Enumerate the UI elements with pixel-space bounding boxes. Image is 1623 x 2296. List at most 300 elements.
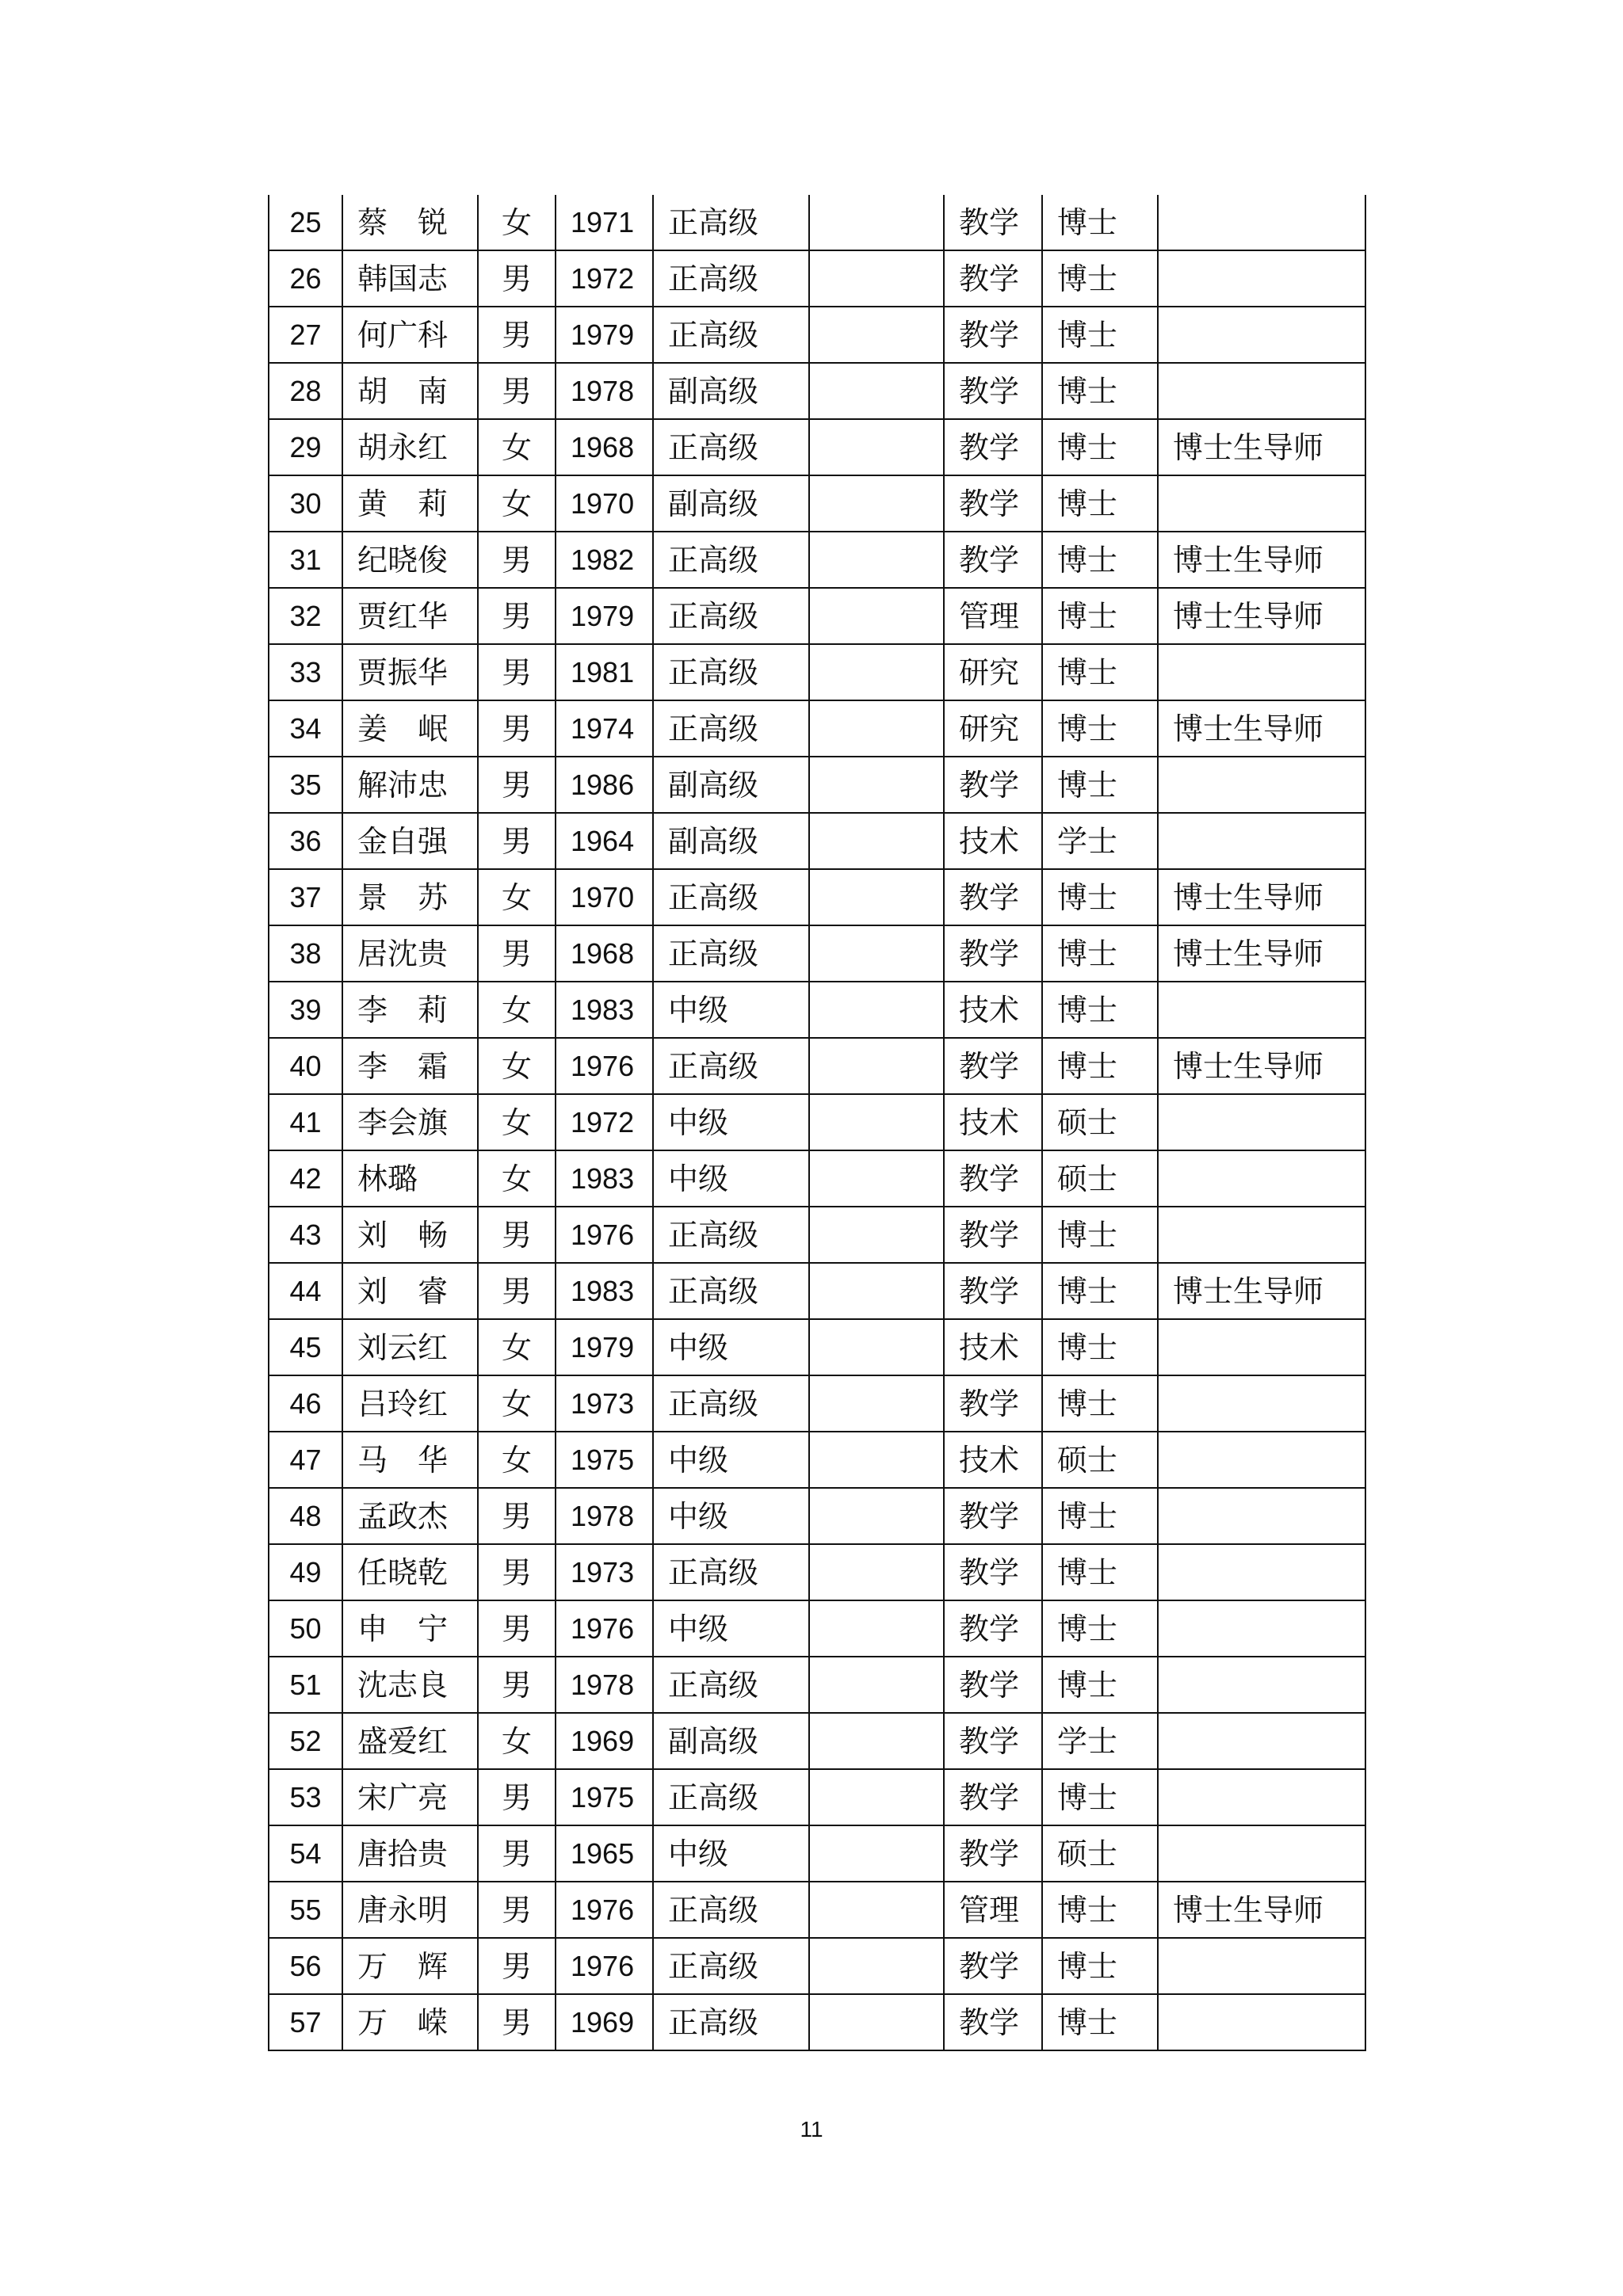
row-number-cell: 38	[269, 925, 342, 982]
row-number-cell: 49	[269, 1544, 342, 1600]
degree-cell: 博士	[1042, 1207, 1158, 1263]
post-type-cell: 教学	[944, 307, 1042, 363]
post-type-cell: 研究	[944, 644, 1042, 700]
post-type-cell: 教学	[944, 1488, 1042, 1544]
degree-cell: 博士	[1042, 1769, 1158, 1825]
title-level-cell: 副高级	[653, 1713, 809, 1769]
gender-cell: 女	[478, 475, 556, 532]
title-level-cell: 正高级	[653, 1207, 809, 1263]
empty-cell	[809, 1263, 944, 1319]
birth-year-cell: 1976	[556, 1882, 653, 1938]
gender-cell: 男	[478, 363, 556, 419]
post-type-cell: 技术	[944, 1319, 1042, 1375]
table-row	[269, 644, 1365, 700]
title-level-cell: 中级	[653, 1825, 809, 1882]
table-row	[269, 1375, 1365, 1432]
table-row	[269, 757, 1365, 813]
table-row	[269, 363, 1365, 419]
name-cell: 刘 睿	[342, 1263, 478, 1319]
title-level-cell: 正高级	[653, 1882, 809, 1938]
degree-cell: 博士	[1042, 363, 1158, 419]
row-number-cell: 48	[269, 1488, 342, 1544]
supervisor-cell	[1158, 1657, 1365, 1713]
degree-cell: 博士	[1042, 1038, 1158, 1094]
post-type-cell: 教学	[944, 1150, 1042, 1207]
gender-cell: 男	[478, 700, 556, 757]
birth-year-cell: 1986	[556, 757, 653, 813]
birth-year-cell: 1968	[556, 419, 653, 475]
table-row	[269, 1657, 1365, 1713]
birth-year-cell: 1969	[556, 1713, 653, 1769]
degree-cell: 博士	[1042, 1994, 1158, 2050]
title-level-cell: 中级	[653, 1432, 809, 1488]
gender-cell: 男	[478, 1544, 556, 1600]
degree-cell: 博士	[1042, 475, 1158, 532]
table-row	[269, 1769, 1365, 1825]
title-level-cell: 中级	[653, 1094, 809, 1150]
title-level-cell: 正高级	[653, 925, 809, 982]
post-type-cell: 技术	[944, 982, 1042, 1038]
row-number-cell: 46	[269, 1375, 342, 1432]
title-level-cell: 正高级	[653, 1263, 809, 1319]
degree-cell: 博士	[1042, 1544, 1158, 1600]
name-cell: 韩国志	[342, 250, 478, 307]
birth-year-cell: 1972	[556, 1094, 653, 1150]
row-number-cell: 39	[269, 982, 342, 1038]
gender-cell: 男	[478, 250, 556, 307]
degree-cell: 博士	[1042, 307, 1158, 363]
name-cell: 林璐	[342, 1150, 478, 1207]
name-cell: 马 华	[342, 1432, 478, 1488]
supervisor-cell: 博士生导师	[1158, 1263, 1365, 1319]
table-row	[269, 982, 1365, 1038]
name-cell: 唐永明	[342, 1882, 478, 1938]
birth-year-cell: 1976	[556, 1600, 653, 1657]
birth-year-cell: 1970	[556, 869, 653, 925]
name-cell: 贾红华	[342, 588, 478, 644]
gender-cell: 男	[478, 925, 556, 982]
title-level-cell: 中级	[653, 982, 809, 1038]
table-row	[269, 532, 1365, 588]
supervisor-cell	[1158, 1825, 1365, 1882]
empty-cell	[809, 475, 944, 532]
birth-year-cell: 1978	[556, 1488, 653, 1544]
post-type-cell: 教学	[944, 250, 1042, 307]
post-type-cell: 教学	[944, 1713, 1042, 1769]
table-row	[269, 1207, 1365, 1263]
row-number-cell: 35	[269, 757, 342, 813]
degree-cell: 博士	[1042, 925, 1158, 982]
name-cell: 金自强	[342, 813, 478, 869]
gender-cell: 女	[478, 1375, 556, 1432]
post-type-cell: 教学	[944, 1769, 1042, 1825]
staff-table-body	[269, 195, 1365, 2050]
degree-cell: 学士	[1042, 1713, 1158, 1769]
post-type-cell: 教学	[944, 757, 1042, 813]
row-number-cell: 47	[269, 1432, 342, 1488]
table-row	[269, 1713, 1365, 1769]
post-type-cell: 技术	[944, 813, 1042, 869]
gender-cell: 男	[478, 532, 556, 588]
gender-cell: 女	[478, 195, 556, 250]
empty-cell	[809, 532, 944, 588]
gender-cell: 女	[478, 1713, 556, 1769]
supervisor-cell	[1158, 644, 1365, 700]
gender-cell: 男	[478, 1882, 556, 1938]
degree-cell: 博士	[1042, 1375, 1158, 1432]
row-number-cell: 55	[269, 1882, 342, 1938]
birth-year-cell: 1974	[556, 700, 653, 757]
gender-cell: 男	[478, 1938, 556, 1994]
supervisor-cell	[1158, 982, 1365, 1038]
title-level-cell: 中级	[653, 1319, 809, 1375]
empty-cell	[809, 1207, 944, 1263]
table-row	[269, 475, 1365, 532]
empty-cell	[809, 1657, 944, 1713]
post-type-cell: 管理	[944, 588, 1042, 644]
supervisor-cell	[1158, 195, 1365, 250]
table-row	[269, 1994, 1365, 2050]
title-level-cell: 副高级	[653, 757, 809, 813]
post-type-cell: 教学	[944, 1544, 1042, 1600]
birth-year-cell: 1970	[556, 475, 653, 532]
empty-cell	[809, 1825, 944, 1882]
title-level-cell: 正高级	[653, 700, 809, 757]
birth-year-cell: 1979	[556, 588, 653, 644]
name-cell: 姜 岷	[342, 700, 478, 757]
name-cell: 吕玲红	[342, 1375, 478, 1432]
name-cell: 胡 南	[342, 363, 478, 419]
title-level-cell: 正高级	[653, 532, 809, 588]
birth-year-cell: 1976	[556, 1938, 653, 1994]
row-number-cell: 54	[269, 1825, 342, 1882]
table-row	[269, 588, 1365, 644]
gender-cell: 男	[478, 644, 556, 700]
empty-cell	[809, 1150, 944, 1207]
supervisor-cell	[1158, 1094, 1365, 1150]
name-cell: 李 霜	[342, 1038, 478, 1094]
gender-cell: 女	[478, 419, 556, 475]
gender-cell: 女	[478, 1319, 556, 1375]
degree-cell: 博士	[1042, 757, 1158, 813]
supervisor-cell: 博士生导师	[1158, 869, 1365, 925]
row-number-cell: 45	[269, 1319, 342, 1375]
empty-cell	[809, 307, 944, 363]
empty-cell	[809, 1994, 944, 2050]
supervisor-cell	[1158, 1319, 1365, 1375]
title-level-cell: 正高级	[653, 307, 809, 363]
gender-cell: 男	[478, 1207, 556, 1263]
birth-year-cell: 1964	[556, 813, 653, 869]
table-row	[269, 1094, 1365, 1150]
empty-cell	[809, 1432, 944, 1488]
gender-cell: 女	[478, 982, 556, 1038]
birth-year-cell: 1972	[556, 250, 653, 307]
gender-cell: 男	[478, 1769, 556, 1825]
birth-year-cell: 1976	[556, 1207, 653, 1263]
row-number-cell: 37	[269, 869, 342, 925]
supervisor-cell: 博士生导师	[1158, 588, 1365, 644]
birth-year-cell: 1969	[556, 1994, 653, 2050]
gender-cell: 男	[478, 1994, 556, 2050]
title-level-cell: 中级	[653, 1150, 809, 1207]
degree-cell: 博士	[1042, 1657, 1158, 1713]
gender-cell: 女	[478, 1094, 556, 1150]
empty-cell	[809, 1094, 944, 1150]
post-type-cell: 教学	[944, 419, 1042, 475]
post-type-cell: 教学	[944, 532, 1042, 588]
degree-cell: 硕士	[1042, 1094, 1158, 1150]
name-cell: 万 嵘	[342, 1994, 478, 2050]
name-cell: 宋广亮	[342, 1769, 478, 1825]
table-row	[269, 1600, 1365, 1657]
table-row	[269, 869, 1365, 925]
row-number-cell: 36	[269, 813, 342, 869]
empty-cell	[809, 1319, 944, 1375]
row-number-cell: 27	[269, 307, 342, 363]
title-level-cell: 正高级	[653, 644, 809, 700]
supervisor-cell	[1158, 1713, 1365, 1769]
post-type-cell: 教学	[944, 1207, 1042, 1263]
title-level-cell: 正高级	[653, 869, 809, 925]
row-number-cell: 57	[269, 1994, 342, 2050]
post-type-cell: 技术	[944, 1432, 1042, 1488]
degree-cell: 博士	[1042, 982, 1158, 1038]
page-number: 11	[800, 2117, 823, 2142]
empty-cell	[809, 588, 944, 644]
gender-cell: 男	[478, 307, 556, 363]
degree-cell: 博士	[1042, 532, 1158, 588]
empty-cell	[809, 1713, 944, 1769]
supervisor-cell	[1158, 1207, 1365, 1263]
birth-year-cell: 1975	[556, 1769, 653, 1825]
table-row	[269, 1488, 1365, 1544]
supervisor-cell	[1158, 1432, 1365, 1488]
row-number-cell: 53	[269, 1769, 342, 1825]
degree-cell: 博士	[1042, 1882, 1158, 1938]
table-row	[269, 307, 1365, 363]
row-number-cell: 26	[269, 250, 342, 307]
row-number-cell: 44	[269, 1263, 342, 1319]
empty-cell	[809, 869, 944, 925]
row-number-cell: 29	[269, 419, 342, 475]
name-cell: 唐拾贵	[342, 1825, 478, 1882]
gender-cell: 女	[478, 869, 556, 925]
post-type-cell: 教学	[944, 1657, 1042, 1713]
supervisor-cell: 博士生导师	[1158, 925, 1365, 982]
table-row	[269, 1263, 1365, 1319]
birth-year-cell: 1968	[556, 925, 653, 982]
name-cell: 李 莉	[342, 982, 478, 1038]
title-level-cell: 正高级	[653, 1544, 809, 1600]
empty-cell	[809, 1488, 944, 1544]
name-cell: 胡永红	[342, 419, 478, 475]
row-number-cell: 33	[269, 644, 342, 700]
staff-table	[268, 195, 1366, 2051]
title-level-cell: 中级	[653, 1600, 809, 1657]
supervisor-cell: 博士生导师	[1158, 532, 1365, 588]
supervisor-cell: 博士生导师	[1158, 1882, 1365, 1938]
name-cell: 蔡 锐	[342, 195, 478, 250]
row-number-cell: 52	[269, 1713, 342, 1769]
gender-cell: 女	[478, 1432, 556, 1488]
degree-cell: 博士	[1042, 869, 1158, 925]
birth-year-cell: 1978	[556, 363, 653, 419]
empty-cell	[809, 1769, 944, 1825]
gender-cell: 男	[478, 1488, 556, 1544]
supervisor-cell	[1158, 1375, 1365, 1432]
gender-cell: 男	[478, 588, 556, 644]
post-type-cell: 教学	[944, 1600, 1042, 1657]
post-type-cell: 教学	[944, 1994, 1042, 2050]
supervisor-cell	[1158, 757, 1365, 813]
birth-year-cell: 1979	[556, 307, 653, 363]
post-type-cell: 技术	[944, 1094, 1042, 1150]
row-number-cell: 40	[269, 1038, 342, 1094]
supervisor-cell	[1158, 307, 1365, 363]
supervisor-cell	[1158, 363, 1365, 419]
row-number-cell: 32	[269, 588, 342, 644]
table-row	[269, 419, 1365, 475]
table-row	[269, 925, 1365, 982]
name-cell: 何广科	[342, 307, 478, 363]
name-cell: 黄 莉	[342, 475, 478, 532]
gender-cell: 男	[478, 813, 556, 869]
name-cell: 贾振华	[342, 644, 478, 700]
gender-cell: 男	[478, 1263, 556, 1319]
post-type-cell: 教学	[944, 925, 1042, 982]
row-number-cell: 43	[269, 1207, 342, 1263]
degree-cell: 硕士	[1042, 1150, 1158, 1207]
row-number-cell: 41	[269, 1094, 342, 1150]
degree-cell: 博士	[1042, 1600, 1158, 1657]
post-type-cell: 教学	[944, 869, 1042, 925]
supervisor-cell: 博士生导师	[1158, 419, 1365, 475]
empty-cell	[809, 419, 944, 475]
name-cell: 申 宁	[342, 1600, 478, 1657]
table-row	[269, 1432, 1365, 1488]
degree-cell: 博士	[1042, 1263, 1158, 1319]
table-row	[269, 1038, 1365, 1094]
title-level-cell: 正高级	[653, 195, 809, 250]
name-cell: 万 辉	[342, 1938, 478, 1994]
empty-cell	[809, 813, 944, 869]
empty-cell	[809, 757, 944, 813]
gender-cell: 男	[478, 1825, 556, 1882]
name-cell: 解沛忠	[342, 757, 478, 813]
degree-cell: 博士	[1042, 700, 1158, 757]
birth-year-cell: 1983	[556, 1263, 653, 1319]
gender-cell: 男	[478, 1657, 556, 1713]
birth-year-cell: 1965	[556, 1825, 653, 1882]
birth-year-cell: 1981	[556, 644, 653, 700]
supervisor-cell	[1158, 1769, 1365, 1825]
name-cell: 李会旗	[342, 1094, 478, 1150]
title-level-cell: 正高级	[653, 1769, 809, 1825]
birth-year-cell: 1975	[556, 1432, 653, 1488]
name-cell: 纪晓俊	[342, 532, 478, 588]
name-cell: 任晓乾	[342, 1544, 478, 1600]
table-row	[269, 1938, 1365, 1994]
supervisor-cell	[1158, 1600, 1365, 1657]
title-level-cell: 中级	[653, 1488, 809, 1544]
empty-cell	[809, 644, 944, 700]
table-row	[269, 1825, 1365, 1882]
birth-year-cell: 1983	[556, 1150, 653, 1207]
degree-cell: 博士	[1042, 195, 1158, 250]
table-row	[269, 1319, 1365, 1375]
gender-cell: 男	[478, 1600, 556, 1657]
title-level-cell: 正高级	[653, 1938, 809, 1994]
degree-cell: 博士	[1042, 1488, 1158, 1544]
name-cell: 沈志良	[342, 1657, 478, 1713]
supervisor-cell	[1158, 813, 1365, 869]
name-cell: 居沈贵	[342, 925, 478, 982]
row-number-cell: 34	[269, 700, 342, 757]
post-type-cell: 教学	[944, 195, 1042, 250]
title-level-cell: 副高级	[653, 475, 809, 532]
birth-year-cell: 1973	[556, 1544, 653, 1600]
empty-cell	[809, 250, 944, 307]
table-row	[269, 195, 1365, 250]
post-type-cell: 教学	[944, 363, 1042, 419]
degree-cell: 硕士	[1042, 1432, 1158, 1488]
empty-cell	[809, 1544, 944, 1600]
empty-cell	[809, 1938, 944, 1994]
supervisor-cell	[1158, 475, 1365, 532]
table-row	[269, 813, 1365, 869]
title-level-cell: 正高级	[653, 250, 809, 307]
table-row	[269, 700, 1365, 757]
empty-cell	[809, 925, 944, 982]
empty-cell	[809, 195, 944, 250]
empty-cell	[809, 1882, 944, 1938]
degree-cell: 博士	[1042, 588, 1158, 644]
post-type-cell: 教学	[944, 1938, 1042, 1994]
empty-cell	[809, 982, 944, 1038]
birth-year-cell: 1976	[556, 1038, 653, 1094]
table-row	[269, 250, 1365, 307]
table-row	[269, 1150, 1365, 1207]
name-cell: 刘云红	[342, 1319, 478, 1375]
degree-cell: 博士	[1042, 250, 1158, 307]
birth-year-cell: 1979	[556, 1319, 653, 1375]
row-number-cell: 30	[269, 475, 342, 532]
name-cell: 景 苏	[342, 869, 478, 925]
supervisor-cell	[1158, 1488, 1365, 1544]
title-level-cell: 正高级	[653, 588, 809, 644]
row-number-cell: 56	[269, 1938, 342, 1994]
supervisor-cell	[1158, 250, 1365, 307]
name-cell: 刘 畅	[342, 1207, 478, 1263]
gender-cell: 女	[478, 1150, 556, 1207]
empty-cell	[809, 1038, 944, 1094]
degree-cell: 博士	[1042, 1938, 1158, 1994]
birth-year-cell: 1971	[556, 195, 653, 250]
supervisor-cell: 博士生导师	[1158, 700, 1365, 757]
post-type-cell: 教学	[944, 1038, 1042, 1094]
supervisor-cell	[1158, 1938, 1365, 1994]
title-level-cell: 正高级	[653, 419, 809, 475]
title-level-cell: 正高级	[653, 1994, 809, 2050]
row-number-cell: 25	[269, 195, 342, 250]
empty-cell	[809, 1600, 944, 1657]
title-level-cell: 正高级	[653, 1038, 809, 1094]
row-number-cell: 51	[269, 1657, 342, 1713]
degree-cell: 硕士	[1042, 1825, 1158, 1882]
row-number-cell: 42	[269, 1150, 342, 1207]
row-number-cell: 28	[269, 363, 342, 419]
